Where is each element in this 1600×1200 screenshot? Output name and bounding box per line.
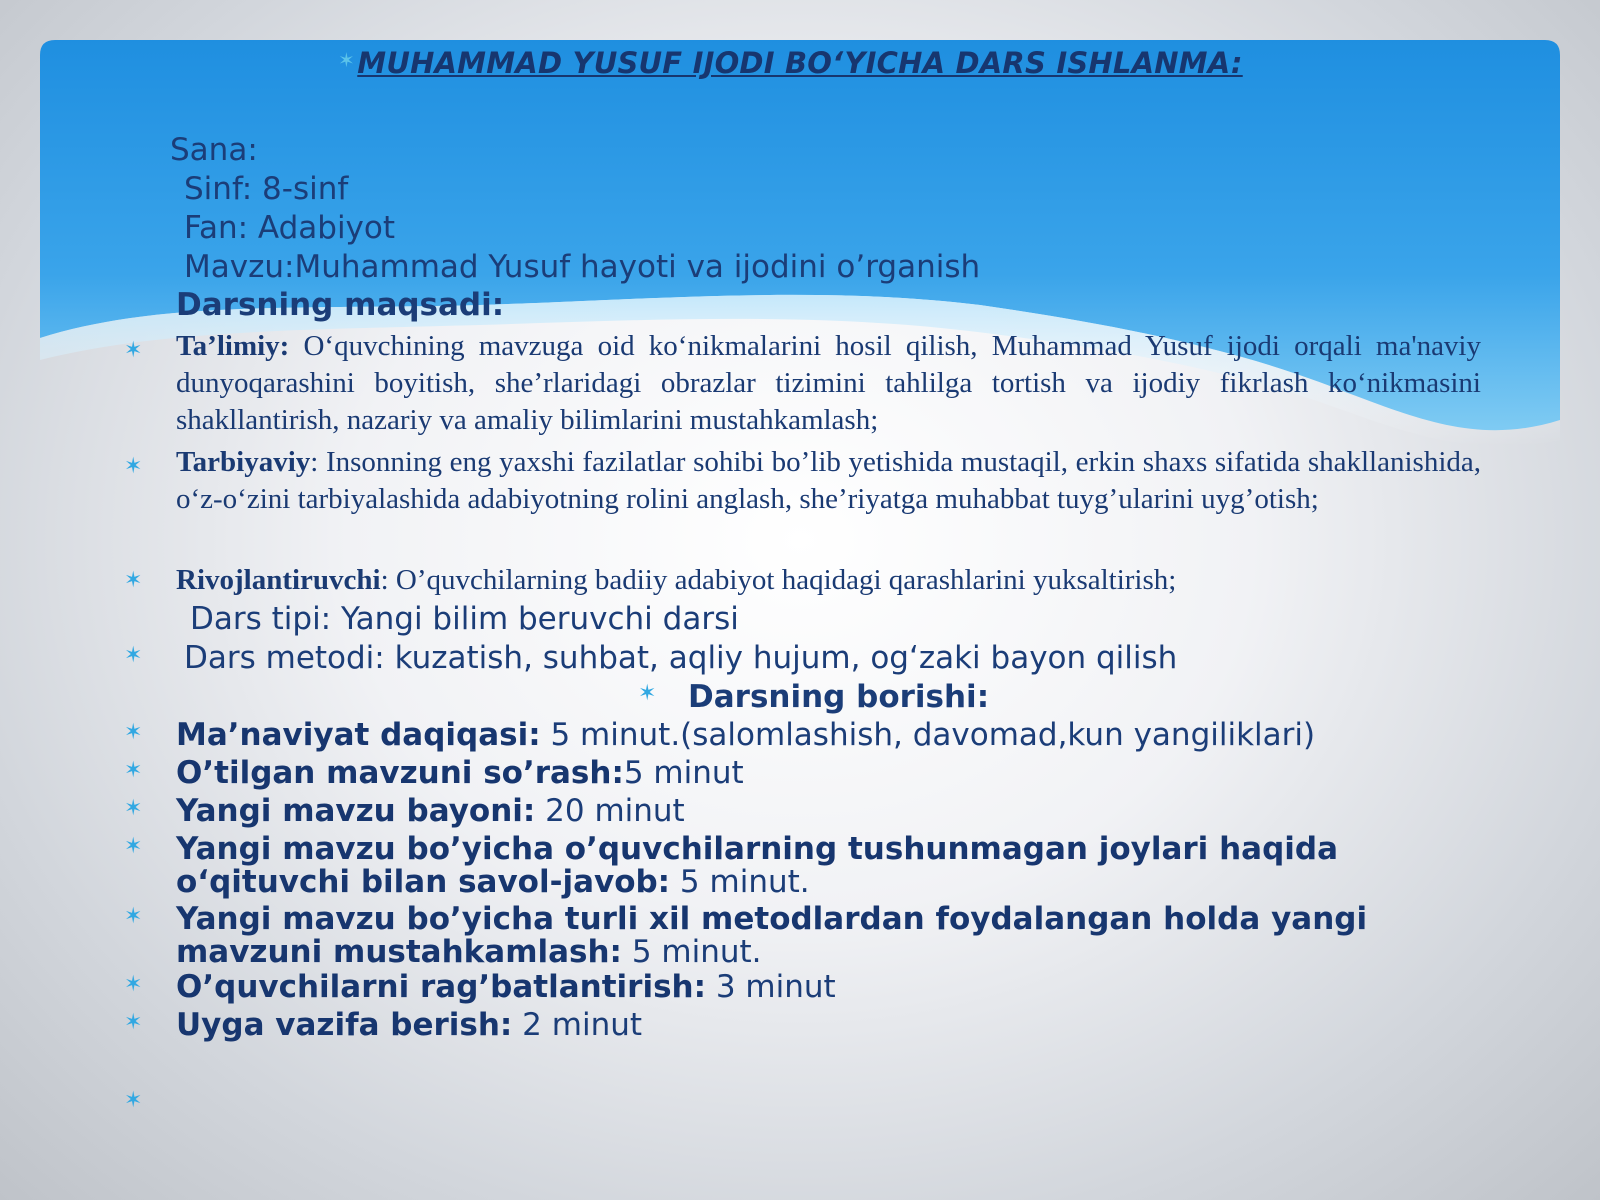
step-label: Yangi mavzu bo’yicha turli xil metodlardan foydalangan holda yangi mavzuni mustahkamlash: (176, 901, 1368, 970)
maqsad-heading: Darsning maqsadi: (176, 287, 505, 323)
bullet-icon: ✶ (124, 338, 143, 363)
bullet-icon: ✶ (124, 758, 143, 783)
sinf-line: Sinf: 8-sinf (184, 171, 349, 207)
goal-text: : O’quvchilarning badiiy adabiyot haqidagi qarashlarini yuksaltirish; (380, 564, 1177, 596)
bullet-icon: ✶ (124, 720, 143, 745)
step-item (176, 971, 1496, 1004)
mavzu-line: Mavzu:Muhammad Yusuf hayoti va ijodini o’rganish (184, 249, 981, 285)
bullet-icon: ✶ (124, 972, 143, 997)
step-item (176, 1009, 1496, 1042)
dars-metodi: Dars metodi: kuzatish, suhbat, aqliy hujum, og‘zaki bayon qilish (184, 640, 1178, 676)
step-value: 2 minut (512, 1007, 643, 1043)
bullet-icon: ✶ (124, 834, 143, 859)
goal-text: : Insonning eng yaxshi fazilatlar sohibi bo’lib yetishida mustaqil, erkin shaxs sifatida shakllanishida, o‘z-o‘zini tarbiyalashida adabiyotning rolini anglash, she’riyatga muhabbat tuyg’ularini uyg’otish; (176, 446, 1481, 515)
bullet-icon: ✶ (638, 681, 657, 706)
fan-line: Fan: Adabiyot (184, 210, 396, 246)
bullet-icon: ✶ (124, 568, 143, 593)
bullet-icon: ✶ (124, 796, 143, 821)
step-item (176, 795, 1496, 828)
step-label: Yangi mavzu bo’yicha o’quvchilarning tushunmagan joylari haqida o‘qituvchi bilan savol-javob: (176, 831, 1339, 900)
goal-text: O‘quvchining mavzuga oid ko‘nikmalarini hosil qilish, Muhammad Yusuf ijodi orqali ma'naviy dunyoqarashini boyitish, she’rlaridagi obrazlar tizimini tahlilga tortish va ijodiy fikrlash ko‘nikmasini shakllantirish, nazariy va amaliy bilimlarini mustahkamlash; (176, 330, 1481, 436)
step-value: 5 minut.(salomlashish, davomad,kun yangiliklari) (540, 717, 1316, 753)
step-label: O’quvchilarni rag’batlantirish: (176, 969, 706, 1005)
bullet-icon: ✶ (124, 643, 143, 668)
bullet-icon: ✶ (124, 1088, 143, 1113)
sana-line: Sana: (170, 132, 258, 168)
step-value: 5 minut (623, 755, 744, 791)
step-item (176, 833, 1496, 899)
borishi-heading: Darsning borishi: (688, 679, 990, 715)
goal-label: Rivojlantiruvchi (176, 564, 381, 596)
goal-label: Ta’limiy: (176, 330, 290, 362)
goal-tarbiyaviy (176, 444, 1481, 518)
goal-rivojlantiruvchi (176, 562, 1481, 599)
step-label: Ma’naviyat daqiqasi: (176, 717, 541, 753)
step-label: Yangi mavzu bayoni: (176, 793, 536, 829)
bullet-icon: ✶ (124, 904, 143, 929)
step-value: 5 minut. (621, 934, 762, 970)
title-bullet-icon: ✶ (338, 48, 355, 72)
step-label: Uyga vazifa berish: (176, 1007, 513, 1043)
step-value: 5 minut. (670, 864, 810, 900)
step-item (176, 757, 1496, 790)
goal-talimiy (176, 328, 1481, 439)
bullet-icon: ✶ (124, 454, 143, 479)
goal-label: Tarbiyaviy (176, 446, 311, 478)
step-value: 20 minut (535, 793, 685, 829)
dars-tipi: Dars tipi: Yangi bilim beruvchi darsi (190, 601, 739, 637)
slide-title: MUHAMMAD YUSUF IJODI BO‘YICHA DARS ISHLANMA: (357, 46, 1243, 80)
step-item (176, 719, 1496, 752)
bullet-icon: ✶ (124, 1010, 143, 1035)
step-item (176, 903, 1496, 969)
step-label: O’tilgan mavzuni so’rash: (176, 755, 624, 791)
step-value: 3 minut (705, 969, 836, 1005)
